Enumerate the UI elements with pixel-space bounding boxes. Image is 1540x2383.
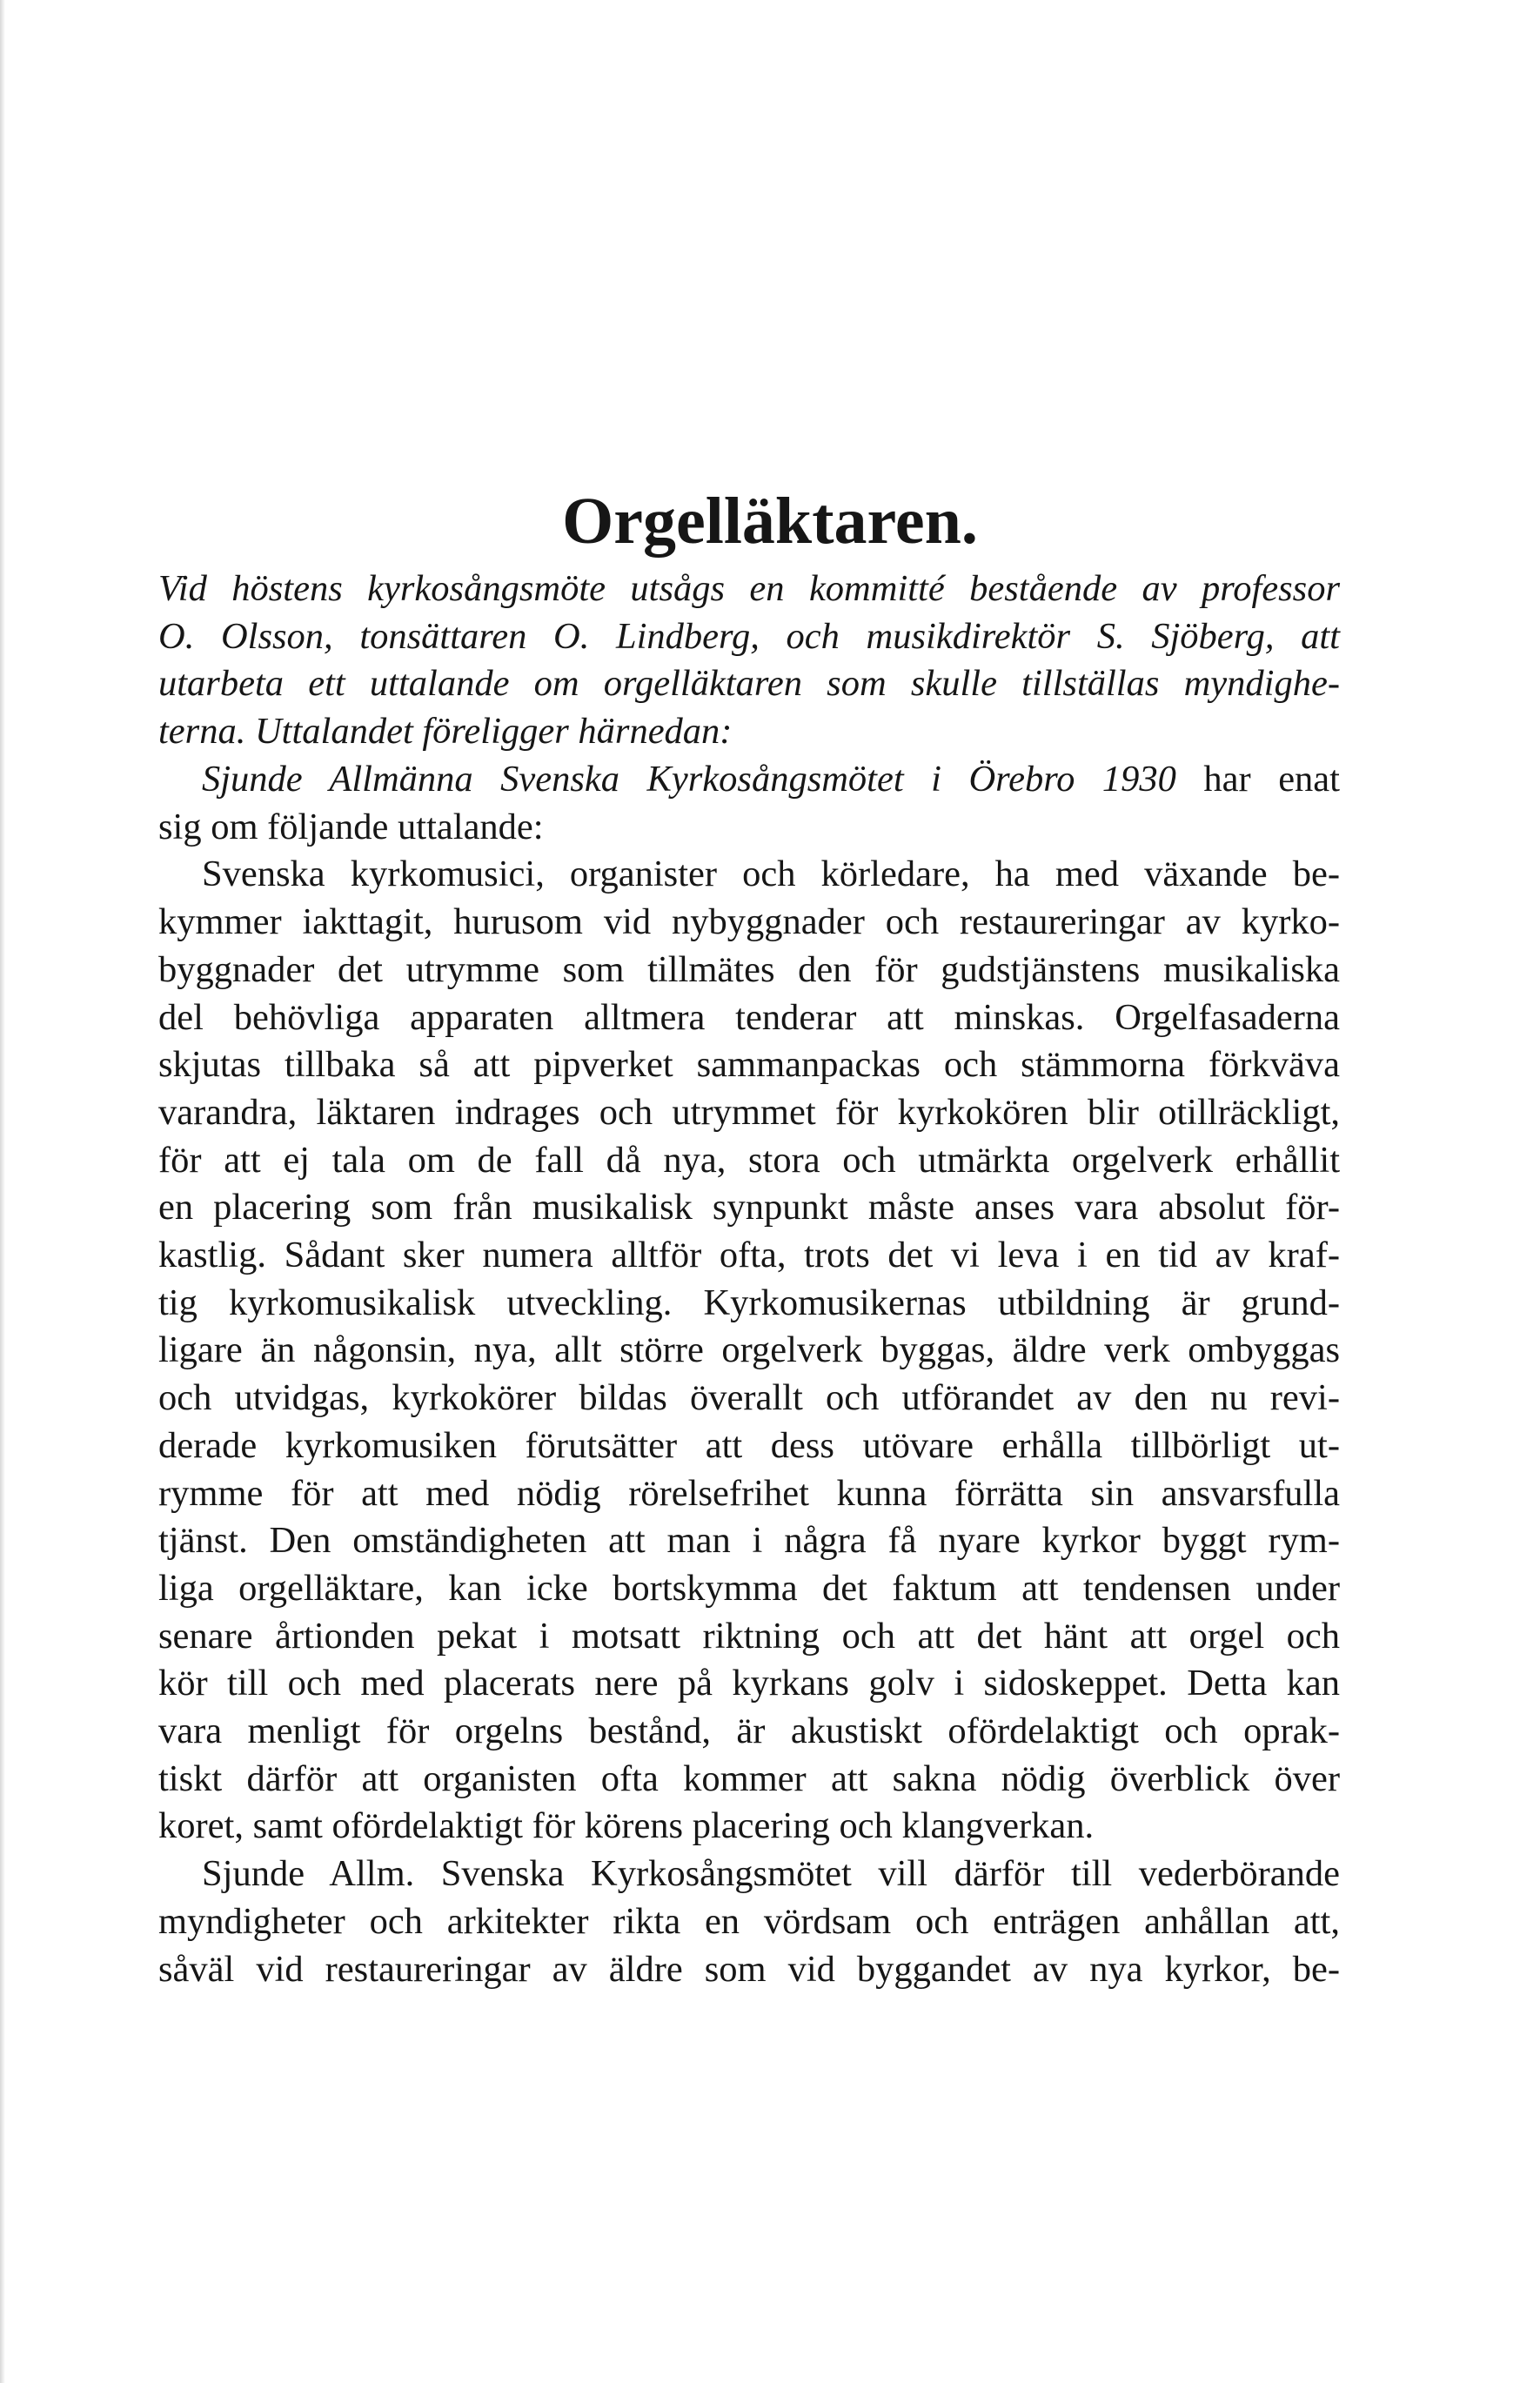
resolution-opening-italic: Sjunde Allmänna Svenska Kyrkosångsmötet i Örebro 1930 (202, 759, 1176, 800)
paragraph-1-line: tig kyrkomusikalisk utveckling. Kyrkomusikernas utbildning är grund- (158, 1282, 1340, 1323)
paragraph-1-line: och utvidgas, kyrkokörer bildas överallt och utförandet av den nu revi- (158, 1377, 1340, 1419)
resolution-text (158, 756, 1340, 1993)
paragraph-1-line: kymmer iakttagit, hurusom vid nybyggnader och restaureringar av kyrko- (158, 901, 1340, 943)
intro-line: O. Olsson, tonsättaren O. Lindberg, och musikdirektör S. Sjöberg, att (158, 615, 1340, 657)
paragraph-1-line: Svenska kyrkomusici, organister och körledare, ha med växande be- (202, 853, 1340, 895)
paragraph-1-line: byggnader det utrymme som tillmätes den för gudstjänstens musikaliska (158, 948, 1340, 990)
intro-paragraph (158, 566, 1340, 756)
intro-line: Vid höstens kyrkosångsmöte utsågs en kommitté bestående av professor (158, 568, 1340, 609)
paragraph-1-line: rymme för att med nödig rörelsefrihet kunna förrätta sin ansvarsfulla (158, 1472, 1340, 1514)
paragraph-1-line: tiskt därför att organisten ofta kommer att sakna nödig överblick över (158, 1757, 1340, 1799)
paragraph-1-line: kastlig. Sådant sker numera alltför ofta, trots det vi leva i en tid av kraf- (158, 1235, 1340, 1276)
paragraph-1-line: tjänst. Den omständigheten att man i några få nyare kyrkor byggt rym- (158, 1520, 1340, 1562)
paragraph-1-line: skjutas tillbaka så att pipverket sammanpackas och stämmorna förkväva (158, 1044, 1340, 1086)
intro-line: terna. Uttalandet föreligger härnedan: (158, 711, 733, 753)
resolution-opening-line-2: sig om följande uttalande: (158, 806, 544, 847)
page-title: Orgelläktaren. (562, 485, 978, 558)
resolution-opening-rest: har enat (1175, 759, 1340, 800)
paragraph-1-line: vara menligt för orgelns bestånd, är akustiskt ofördelaktigt och oprak- (158, 1710, 1340, 1752)
paragraph-1-line: senare årtionden pekat i motsatt riktning och att det hänt att orgel och (158, 1615, 1340, 1657)
paragraph-1-line: en placering som från musikalisk synpunkt måste anses vara absolut för- (158, 1187, 1340, 1228)
paragraph-1-line: för att ej tala om de fall då nya, stora och utmärkta orgelverk erhållit (158, 1139, 1340, 1181)
paragraph-1-line: koret, samt ofördelaktigt för körens placering och klangverkan. (158, 1805, 1095, 1847)
paragraph-2-line: Sjunde Allm. Svenska Kyrkosångsmötet vill därför till vederbörande (202, 1853, 1340, 1895)
paragraph-2-line: såväl vid restaureringar av äldre som vid byggandet av nya kyrkor, be- (158, 1948, 1340, 1990)
paragraph-1-line: derade kyrkomusiken förutsätter att dess utövare erhålla tillbörligt ut- (158, 1424, 1340, 1466)
paragraph-1-line: ligare än någonsin, nya, allt större orgelverk byggas, äldre verk ombyggas (158, 1329, 1340, 1371)
paragraph-1-line: liga orgelläktare, kan icke bortskymma det faktum att tendensen under (158, 1567, 1340, 1609)
paragraph-1-line: kör till och med placerats nere på kyrkans golv i sidoskeppet. Detta kan (158, 1663, 1340, 1704)
scan-edge-shadow (0, 0, 5, 2383)
paragraph-1-line: varandra, läktaren indrages och utrymmet för kyrkokören blir otillräckligt, (158, 1091, 1340, 1133)
resolution-opening-line (158, 756, 1340, 804)
paragraph-1-line: del behövliga apparaten alltmera tenderar att minskas. Orgelfasaderna (158, 996, 1340, 1038)
intro-line: utarbeta ett uttalande om orgelläktaren som skulle tillställas myndighe- (158, 663, 1340, 705)
paragraph-2-line: myndigheter och arkitekter rikta en vördsam och enträgen anhållan att, (158, 1900, 1340, 1942)
